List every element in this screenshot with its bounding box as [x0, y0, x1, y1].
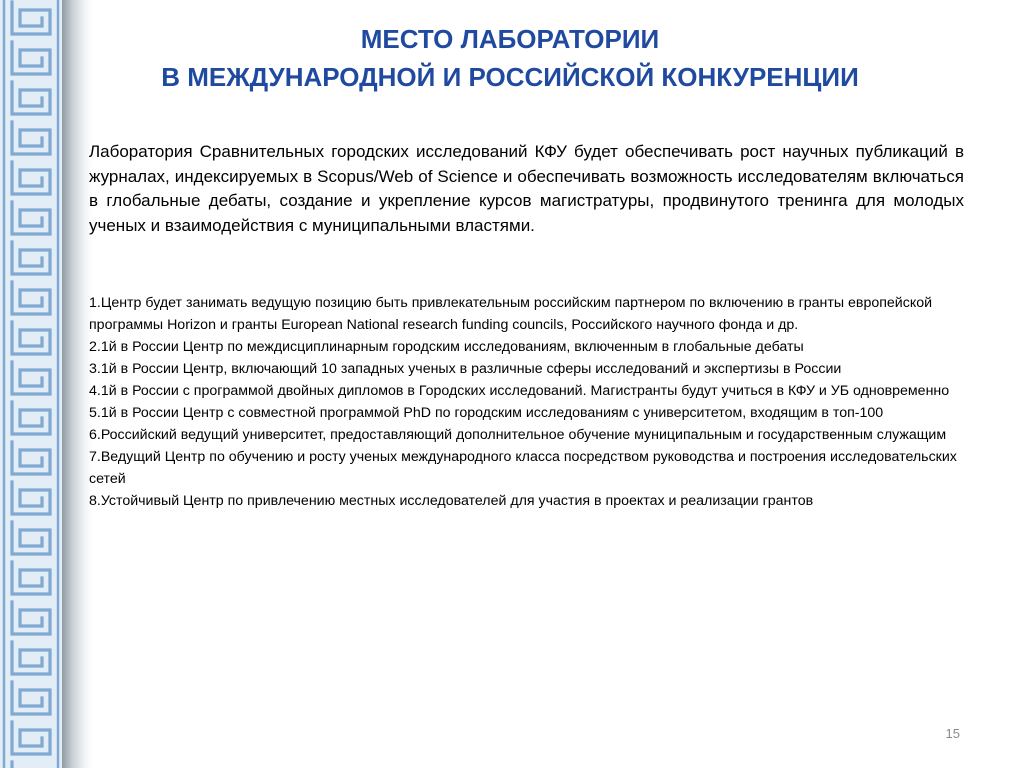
points-list — [89, 292, 964, 512]
title-line-1: МЕСТО ЛАБОРАТОРИИ — [360, 24, 660, 54]
list-item: 8.Устойчивый Центр по привлечению местных исследователей для участия в проектах и реализации грантов — [89, 493, 814, 509]
border-shadow — [62, 0, 92, 768]
page-title — [90, 20, 930, 96]
meander-pattern — [0, 0, 62, 768]
list-item: 6.Российский ведущий университет, предоставляющий дополнительное обучение муниципальным и государственным служащим — [89, 427, 947, 443]
page-number: 15 — [945, 726, 960, 741]
list-item: 3.1й в России Центр, включающий 10 западных ученых в различные сферы исследований и экспертизы в России — [89, 361, 842, 377]
list-item: 4.1й в России с программой двойных дипломов в Городских исследований. Магистранты будут учиться в КФУ и УБ одновременно — [89, 383, 950, 399]
intro-paragraph: Лаборатория Сравнительных городских исследований КФУ будет обеспечивать рост научных публикаций в журналах, индексируемых в Scopus/Web of Science и обеспечивать возможность исследователям включаться в глобальные дебаты, создание и укрепление курсов магистратуры, продвинутого тренинга для молодых ученых и взаимодействия с муниципальными властями. — [89, 142, 964, 235]
list-item: 1.Центр будет занимать ведущую позицию быть привлекательным российским партнером по включению в гранты европейской программы Horizon и гранты European National research funding councils, Российского научного фонда и др. — [89, 295, 933, 333]
greek-key-border — [0, 0, 62, 768]
list-item: 2.1й в России Центр по междисциплинарным городским исследованиям, включенным в глобальные дебаты — [89, 339, 804, 355]
list-item: 7.Ведущий Центр по обучению и росту ученых международного класса посредством руководства и построения исследовательских сетей — [89, 449, 957, 487]
list-item: 5.1й в России Центр с совместной программой PhD по городским исследованиям с университетом, входящим в топ-100 — [89, 405, 884, 421]
title-line-2: В МЕЖДУНАРОДНОЙ И РОССИЙСКОЙ КОНКУРЕНЦИИ — [161, 62, 859, 92]
